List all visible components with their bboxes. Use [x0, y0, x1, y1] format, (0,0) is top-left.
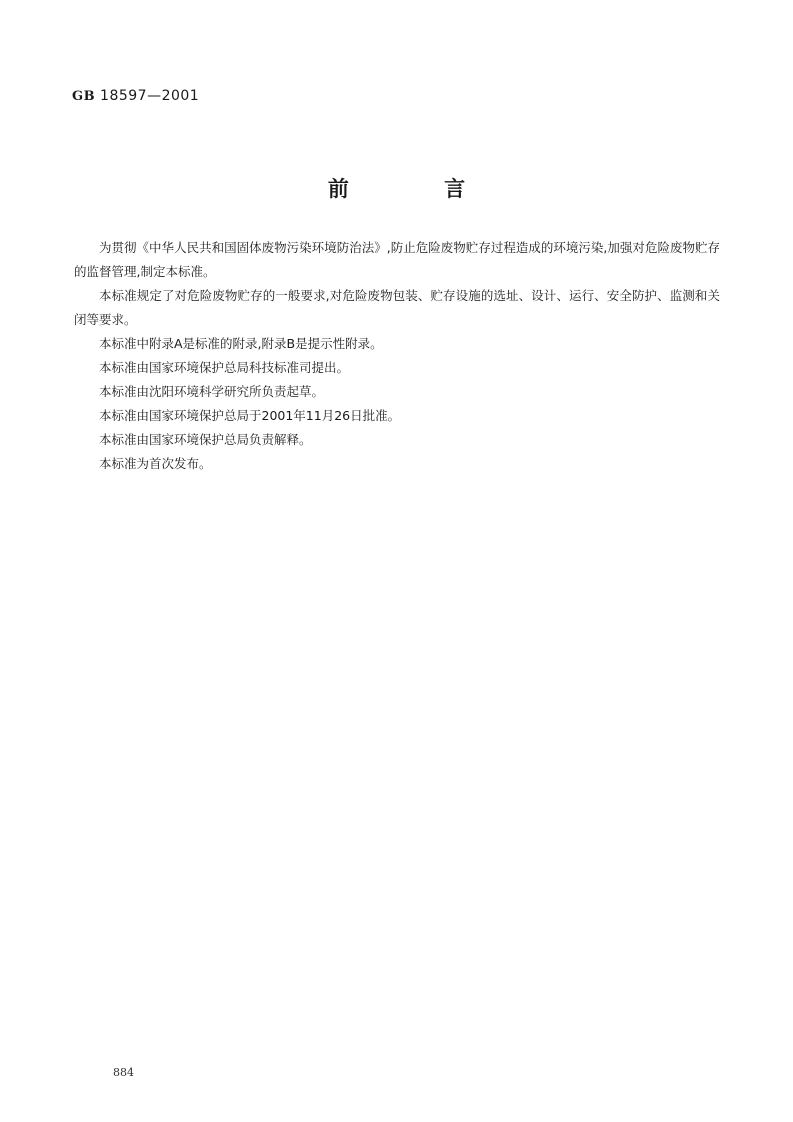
- standard-code: [72, 88, 199, 104]
- page-title: 前 言: [327, 177, 510, 201]
- standard-code-prefix: GB: [72, 89, 96, 104]
- paragraph: 本标准为首次发布。: [99, 456, 212, 471]
- foreword-body: [74, 236, 720, 476]
- paragraph: 本标准由国家环境保护总局科技标准司提出。: [99, 360, 350, 375]
- paragraph: 本标准由国家环境保护总局于2001年11月26日批准。: [99, 408, 401, 423]
- paragraph: 本标准中附录A是标准的附录,附录B是提示性附录。: [99, 336, 383, 351]
- paragraph: 本标准规定了对危险废物贮存的一般要求,对危险废物包装、贮存设施的选址、设计、运行、安全防护、监测和关闭等要求。: [74, 288, 720, 327]
- paragraph: 本标准由国家环境保护总局负责解释。: [99, 432, 312, 447]
- paragraph: 本标准由沈阳环境科学研究所负责起草。: [99, 384, 325, 399]
- standard-code-number: 18597—2001: [100, 88, 200, 104]
- paragraph: 为贯彻《中华人民共和国固体废物污染环境防治法》,防止危险废物贮存过程造成的环境污染,加强对危险废物贮存的监督管理,制定本标准。: [74, 240, 720, 279]
- page-number: 884: [113, 1066, 134, 1079]
